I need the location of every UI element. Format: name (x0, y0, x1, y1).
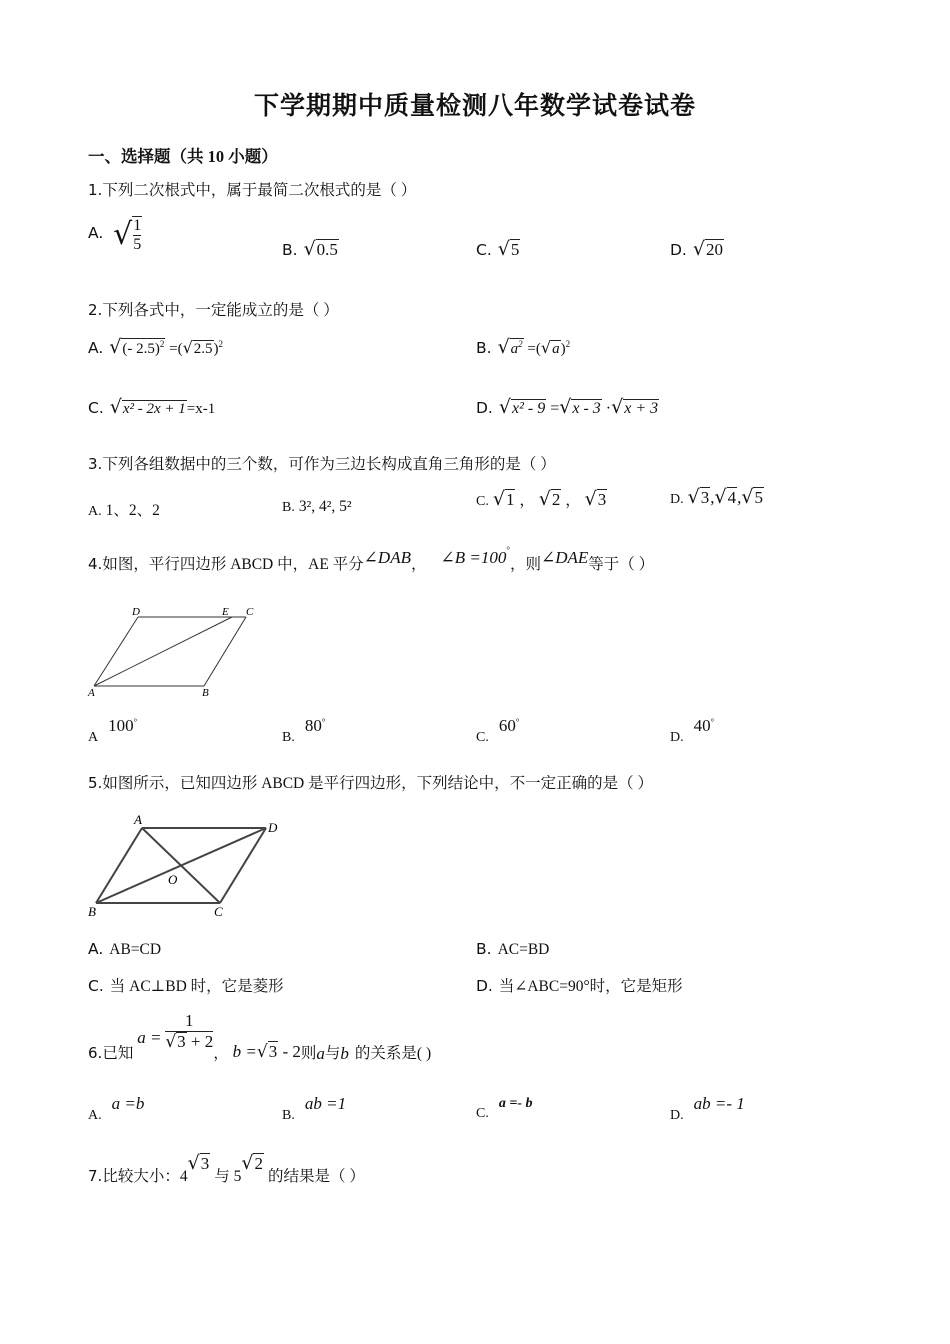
label-c: C (214, 904, 223, 919)
q2-option-b: B. $√a^2 =(√a)^2$ (476, 336, 571, 358)
q4-option-b: B.80° (282, 716, 326, 745)
question-2: 2.下列各式中，一定能成立的是（ ） (88, 301, 339, 319)
question-7: 7.比较大小：4√3与 5√2的结果是（ ） (88, 1152, 365, 1185)
q6-option-d: D.ab =- 1 (670, 1094, 745, 1123)
side-ad (94, 617, 138, 686)
q5-option-d: D. 当∠ABC=90°时，它是矩形 (476, 977, 683, 995)
label-d: D (268, 820, 278, 835)
q5-option-c: C. 当 AC⊥BD 时，它是菱形 (88, 977, 284, 995)
q5-option-b: B. AC=BD (476, 940, 550, 958)
q1-option-b: B. √0.5 (282, 238, 338, 260)
q3-option-b: B. 3², 4², 5² (282, 498, 352, 515)
section-heading: 一、选择题（共 10 小题） (88, 147, 278, 166)
segment-ae (94, 617, 232, 686)
label-a: A (134, 812, 142, 827)
q1-option-d: D. √20 (670, 238, 723, 260)
q1-option-a: A. √ $\frac{1}{5}$ (88, 217, 142, 253)
q2-option-a: A. √(- $2.5)^2 =(√2.5)^2$ (88, 336, 224, 358)
q4-option-a: A100° (88, 716, 138, 745)
label-d: D (132, 606, 140, 618)
q4-option-d: D.40° (670, 716, 715, 745)
question-1: 1.下列二次根式中，属于最简二次根式的是（ ） (88, 181, 417, 199)
label-c: C (246, 606, 254, 618)
q1-option-c: C. √5 (476, 238, 520, 260)
question-5: 5.如图所示，已知四边形 ABCD 是平行四边形，下列结论中，不一定正确的是（ ） (88, 774, 654, 792)
q6-option-b: B.ab =1 (282, 1094, 347, 1123)
q3-option-d: D. √3,√4,√5 (670, 486, 763, 508)
q6-option-a: A.a =b (88, 1094, 145, 1123)
question-3: 3.下列各组数据中的三个数，可作为三边长构成直角三角形的是（ ） (88, 455, 556, 473)
label-o: O (168, 872, 178, 887)
q3-option-c: C. √1 ， √2 ， √3 (476, 488, 607, 510)
parallelogram-figure-q5 (86, 810, 282, 920)
q4-option-c: C.60° (476, 716, 520, 745)
sqrt-symbol: √ (113, 217, 133, 253)
parallelogram-figure-q4 (86, 604, 266, 698)
label-a: A (88, 687, 95, 698)
q6-option-c: C.a =- b (476, 1096, 533, 1121)
page-title: 下学期期中质量检测八年数学试卷试卷 (253, 93, 696, 120)
q5-option-a: A. AB=CD (88, 940, 162, 958)
q2-option-c: C. √x² - 2x + 1=x-1 (88, 396, 216, 418)
q2-option-d: D. √x² - 9 =√x - 3 ·√x + 3 (476, 396, 659, 418)
question-6: 6.已知 a = $\frac{1}{√3 + 2}$ ， b =√3 - 2则a与b 的关系是( ) (88, 1011, 432, 1064)
label-e: E (222, 606, 229, 618)
label-b: B (88, 904, 96, 919)
label-b: B (202, 687, 209, 698)
question-4: 4.如图，平行四边形 ABCD 中，AE 平分∠DAB， ∠B =100°，则∠DAE等于（ ） (88, 544, 655, 573)
q3-option-a: A. 1、2、2 (88, 502, 160, 519)
